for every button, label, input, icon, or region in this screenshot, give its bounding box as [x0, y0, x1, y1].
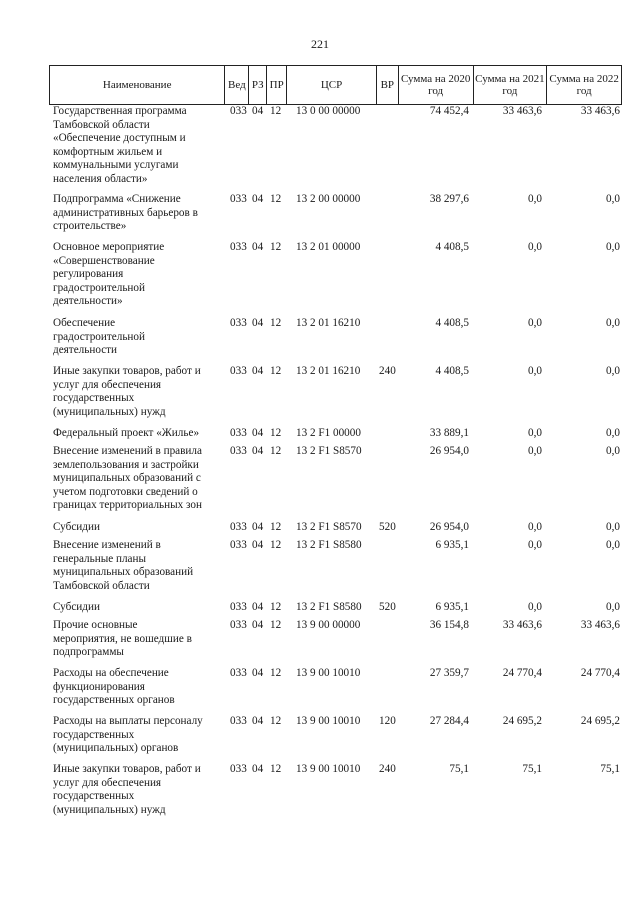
- row-sum-2020: 38 297,6: [429, 193, 469, 205]
- row-name-line: Иные закупки товаров, работ и: [53, 763, 201, 775]
- row-ved: 033: [230, 445, 247, 457]
- row-pr: 12: [270, 601, 282, 613]
- row-rz: 04: [252, 667, 264, 679]
- row-name: [53, 667, 231, 708]
- row-name-line: государственных органов: [53, 694, 175, 707]
- header-ved: Вед: [225, 66, 249, 104]
- row-sum-2020: 4 408,5: [435, 365, 469, 377]
- row-name-line: услуг для обеспечения: [53, 776, 162, 789]
- row-rz: 04: [252, 539, 264, 551]
- row-pr: 12: [270, 427, 282, 439]
- row-ved: 033: [230, 667, 247, 679]
- row-csr: 13 2 01 16210: [296, 365, 361, 377]
- row-pr: 12: [270, 365, 282, 377]
- row-rz: 04: [252, 365, 264, 377]
- row-sum-2021: 0,0: [528, 427, 542, 439]
- row-sum-2022: 0,0: [606, 539, 620, 551]
- row-sum-2022: 0,0: [606, 427, 620, 439]
- row-sum-2022: 0,0: [606, 193, 620, 205]
- row-vr: 120: [379, 715, 396, 727]
- header-csr: ЦСР: [287, 66, 377, 104]
- row-sum-2022: 0,0: [606, 445, 620, 457]
- row-sum-2021: 0,0: [528, 241, 542, 253]
- row-name-line: муниципальных образований с: [53, 472, 201, 485]
- row-ved: 033: [230, 601, 247, 613]
- row-name-line: муниципальных образований: [53, 566, 194, 579]
- row-sum-2021: 24 695,2: [502, 715, 542, 727]
- header-name: Наименование: [50, 66, 225, 104]
- row-csr: 13 2 F1 S8580: [296, 539, 362, 551]
- row-ved: 033: [230, 619, 247, 631]
- header-sum-2022: Сумма на 2022 год: [549, 72, 619, 97]
- row-pr: 12: [270, 193, 282, 205]
- row-sum-2022: 0,0: [606, 365, 620, 377]
- header-sum-2020: Сумма на 2020 год: [399, 66, 474, 104]
- row-sum-2022: 0,0: [606, 521, 620, 533]
- row-rz: 04: [252, 601, 264, 613]
- row-vr: 520: [379, 521, 396, 533]
- page-number: 221: [311, 37, 329, 51]
- row-sum-2020: 4 408,5: [435, 241, 469, 253]
- row-name-line: государственных: [53, 728, 135, 741]
- row-name-line: Расходы на выплаты персоналу: [53, 715, 203, 727]
- row-ved: 033: [230, 365, 247, 377]
- row-name-line: функционирования: [53, 680, 145, 693]
- row-pr: 12: [270, 521, 282, 533]
- row-name-line: населения области»: [53, 172, 148, 185]
- row-name-line: землепользования и застройки: [53, 458, 199, 471]
- row-pr: 12: [270, 763, 282, 775]
- row-sum-2021: 0,0: [528, 445, 542, 457]
- row-rz: 04: [252, 193, 264, 205]
- row-name-line: деятельности»: [53, 295, 123, 308]
- row-rz: 04: [252, 763, 264, 775]
- row-sum-2020: 4 408,5: [435, 317, 469, 329]
- row-csr: 13 9 00 10010: [296, 715, 361, 727]
- row-csr: 13 2 01 16210: [296, 317, 361, 329]
- row-sum-2022: 0,0: [606, 241, 620, 253]
- row-name-line: Тамбовской области: [53, 579, 150, 592]
- row-name-line: строительстве»: [53, 220, 127, 233]
- row-name-line: (муниципальных) нужд: [53, 405, 166, 418]
- row-name-line: регулирования: [53, 268, 124, 281]
- row-name-line: подпрограммы: [53, 646, 124, 659]
- row-name: [53, 619, 231, 660]
- row-sum-2022: 33 463,6: [580, 619, 620, 631]
- row-csr: 13 2 F1 S8570: [296, 445, 362, 457]
- row-ved: 033: [230, 105, 247, 117]
- row-name-line: административных барьеров в: [53, 206, 198, 219]
- header-rz: РЗ: [249, 66, 267, 104]
- row-csr: 13 2 F1 S8570: [296, 521, 362, 533]
- row-name-line: Подпрограмма «Снижение: [53, 193, 181, 205]
- row-name-line: «Обеспечение доступным и: [53, 132, 186, 145]
- row-name-line: Тамбовской области: [53, 118, 150, 131]
- row-sum-2021: 0,0: [528, 365, 542, 377]
- row-name-line: Прочие основные: [53, 619, 138, 631]
- table-header: [49, 65, 622, 105]
- row-name: [53, 193, 231, 234]
- row-name: [53, 365, 231, 419]
- row-sum-2020: 6 935,1: [435, 601, 469, 613]
- row-sum-2022: 0,0: [606, 601, 620, 613]
- row-rz: 04: [252, 619, 264, 631]
- row-sum-2021: 0,0: [528, 539, 542, 551]
- row-sum-2020: 74 452,4: [429, 105, 469, 117]
- row-name-line: (муниципальных) нужд: [53, 803, 166, 816]
- row-sum-2021: 0,0: [528, 317, 542, 329]
- row-name-line: услуг для обеспечения: [53, 378, 162, 391]
- row-pr: 12: [270, 105, 282, 117]
- row-ved: 033: [230, 427, 247, 439]
- row-rz: 04: [252, 521, 264, 533]
- row-name-line: государственных: [53, 392, 135, 405]
- row-sum-2022: 24 770,4: [580, 667, 620, 679]
- row-ved: 033: [230, 317, 247, 329]
- row-name-line: комфортным жильем и: [53, 145, 163, 158]
- row-name-line: Расходы на обеспечение: [53, 667, 169, 679]
- row-sum-2021: 0,0: [528, 601, 542, 613]
- row-ved: 033: [230, 193, 247, 205]
- row-pr: 12: [270, 539, 282, 551]
- row-name-line: Иные закупки товаров, работ и: [53, 365, 201, 377]
- row-pr: 12: [270, 715, 282, 727]
- row-name-line: Государственная программа: [53, 105, 187, 117]
- header-vr: ВР: [377, 66, 399, 104]
- row-sum-2022: 24 695,2: [580, 715, 620, 727]
- row-sum-2022: 33 463,6: [580, 105, 620, 117]
- row-sum-2021: 33 463,6: [502, 105, 542, 117]
- header-sum-2021: Сумма на 2021 год: [474, 66, 548, 104]
- row-name-line: учетом подготовки сведений о: [53, 485, 198, 498]
- row-ved: 033: [230, 763, 247, 775]
- row-name: [53, 427, 231, 441]
- row-name-line: Федеральный проект «Жилье»: [53, 427, 200, 439]
- row-name: [53, 601, 231, 615]
- row-name-line: государственных: [53, 790, 135, 803]
- row-name-line: Внесение изменений в: [53, 539, 161, 551]
- row-name: [53, 715, 231, 756]
- row-name-line: Субсидии: [53, 601, 100, 613]
- row-sum-2021: 33 463,6: [502, 619, 542, 631]
- row-name: [53, 105, 231, 187]
- row-name: [53, 539, 231, 593]
- row-csr: 13 2 01 00000: [296, 241, 361, 253]
- row-name-line: Внесение изменений в правила: [53, 445, 202, 457]
- row-name-line: деятельности: [53, 344, 118, 357]
- row-name: [53, 241, 231, 309]
- row-sum-2020: 27 359,7: [429, 667, 469, 679]
- row-ved: 033: [230, 715, 247, 727]
- row-name-line: Обеспечение: [53, 317, 116, 329]
- row-sum-2020: 6 935,1: [435, 539, 469, 551]
- row-name-line: генеральные планы: [53, 552, 147, 565]
- row-sum-2022: 75,1: [600, 763, 620, 775]
- row-sum-2021: 75,1: [522, 763, 542, 775]
- row-name-line: Основное мероприятие: [53, 241, 165, 253]
- row-name-line: коммунальными услугами: [53, 159, 179, 172]
- row-rz: 04: [252, 427, 264, 439]
- row-sum-2020: 75,1: [449, 763, 469, 775]
- row-name-line: градостроительной: [53, 330, 145, 343]
- row-sum-2020: 26 954,0: [429, 521, 469, 533]
- row-rz: 04: [252, 715, 264, 727]
- row-vr: 520: [379, 601, 396, 613]
- row-name: [53, 445, 231, 513]
- row-csr: 13 2 00 00000: [296, 193, 361, 205]
- row-pr: 12: [270, 317, 282, 329]
- row-sum-2021: 0,0: [528, 193, 542, 205]
- row-vr: 240: [379, 365, 396, 377]
- row-pr: 12: [270, 241, 282, 253]
- row-csr: 13 9 00 10010: [296, 763, 361, 775]
- row-name: [53, 317, 231, 358]
- row-rz: 04: [252, 317, 264, 329]
- row-sum-2021: 24 770,4: [502, 667, 542, 679]
- row-csr: 13 0 00 00000: [296, 105, 361, 117]
- row-csr: 13 2 F1 00000: [296, 427, 361, 439]
- row-ved: 033: [230, 241, 247, 253]
- row-name-line: мероприятия, не вошедшие в: [53, 632, 192, 645]
- row-name: [53, 763, 231, 817]
- row-name: [53, 521, 231, 535]
- row-pr: 12: [270, 445, 282, 457]
- row-name-line: градостроительной: [53, 281, 145, 294]
- row-pr: 12: [270, 619, 282, 631]
- row-pr: 12: [270, 667, 282, 679]
- row-sum-2020: 26 954,0: [429, 445, 469, 457]
- row-vr: 240: [379, 763, 396, 775]
- row-name-line: Субсидии: [53, 521, 100, 533]
- row-csr: 13 9 00 00000: [296, 619, 361, 631]
- row-rz: 04: [252, 105, 264, 117]
- row-rz: 04: [252, 445, 264, 457]
- row-ved: 033: [230, 539, 247, 551]
- row-name-line: «Совершенствование: [53, 254, 155, 267]
- row-sum-2020: 36 154,8: [429, 619, 469, 631]
- row-rz: 04: [252, 241, 264, 253]
- row-name-line: (муниципальных) органов: [53, 742, 179, 755]
- row-sum-2021: 0,0: [528, 521, 542, 533]
- row-sum-2020: 33 889,1: [429, 427, 469, 439]
- row-sum-2020: 27 284,4: [429, 715, 469, 727]
- row-csr: 13 2 F1 S8580: [296, 601, 362, 613]
- row-ved: 033: [230, 521, 247, 533]
- row-csr: 13 9 00 10010: [296, 667, 361, 679]
- row-sum-2022: 0,0: [606, 317, 620, 329]
- header-pr: ПР: [267, 66, 287, 104]
- budget-table: [49, 65, 622, 816]
- row-name-line: границах территориальных зон: [53, 499, 202, 512]
